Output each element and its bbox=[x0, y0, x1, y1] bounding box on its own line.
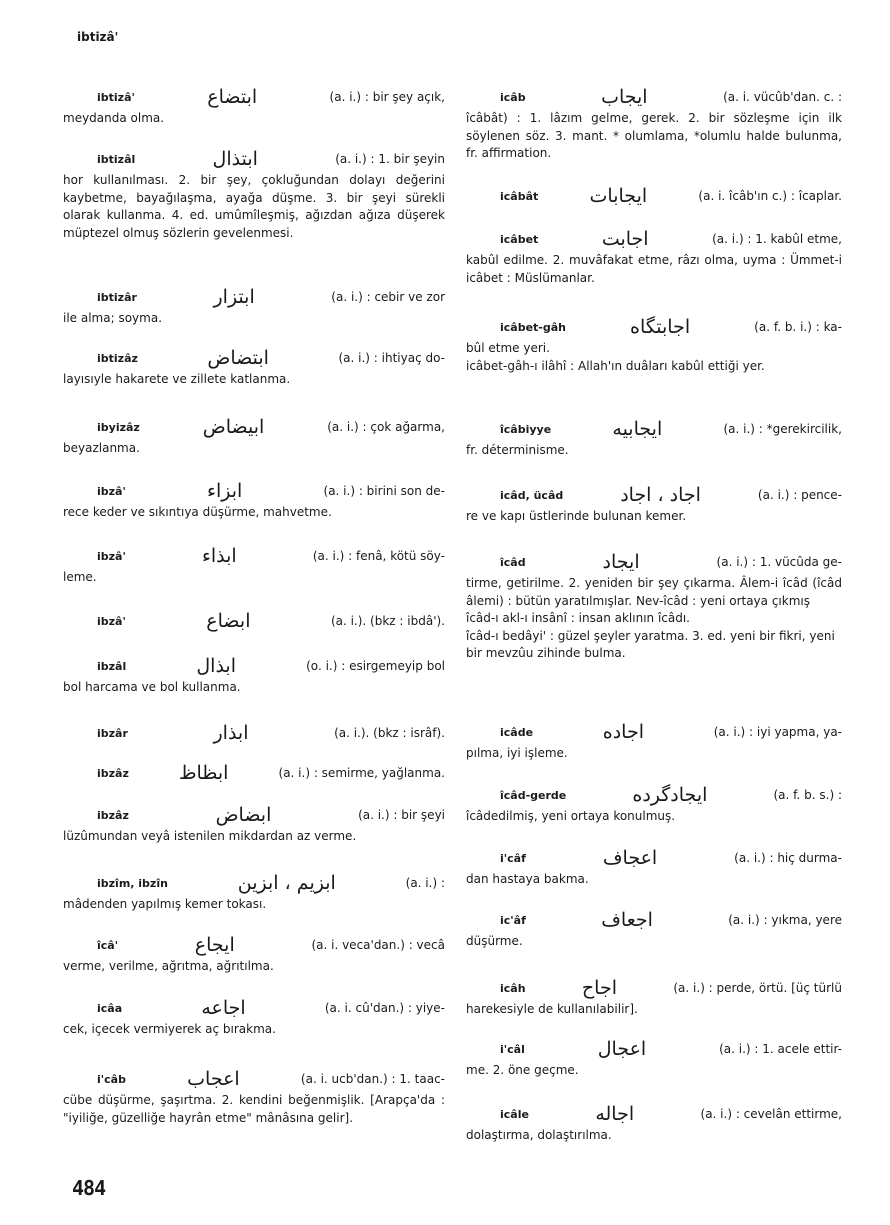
headword-line bbox=[466, 228, 842, 252]
dictionary-entry bbox=[466, 1103, 842, 1145]
dictionary-entry bbox=[466, 185, 842, 209]
running-head: ibtizâ' bbox=[77, 30, 119, 44]
arabic-script: اجعاف bbox=[601, 909, 653, 932]
definition-start: (a. i.) : pence- bbox=[757, 488, 842, 503]
arabic-script: اجاح bbox=[581, 977, 617, 1000]
headword-line bbox=[63, 347, 445, 371]
arabic-script: اجاعه bbox=[201, 997, 246, 1020]
definition-text: cübe düşürme, şaşırtma. 2. kendini beğenmişlik. [Arapça'da : "iyiliğe, güzelliğe hayrân etme" mânâsına gelir]. bbox=[63, 1093, 445, 1125]
arabic-script: ابذار bbox=[213, 722, 249, 745]
arabic-script: ابذال bbox=[196, 655, 236, 678]
dictionary-entry bbox=[466, 847, 842, 889]
arabic-script: ايجاب bbox=[601, 86, 648, 109]
arabic-script: اجابتگاه bbox=[630, 316, 691, 339]
definition-text: îcâbât) : 1. lâzım gelme, gerek. 2. bir sözleşme için ilk söylenen söz. 3. mant. * olumlama, *olumlu halde bulunma, fr. affirmation. bbox=[466, 111, 842, 160]
arabic-script: ايجابيه bbox=[612, 418, 663, 441]
definition-start: (a. i.) : iyi yapma, ya- bbox=[713, 725, 842, 740]
definition-text: me. 2. öne geçme. bbox=[466, 1063, 579, 1077]
headword: i'câb bbox=[97, 1073, 126, 1087]
definition-text: leme. bbox=[63, 570, 97, 584]
headword: ibzâ' bbox=[97, 485, 126, 499]
headword-line bbox=[466, 418, 842, 442]
headword: i'câf bbox=[500, 852, 526, 866]
dictionary-entry bbox=[63, 347, 445, 389]
dictionary-entry bbox=[466, 484, 842, 526]
definition-start: (o. i.) : esirgemeyip bol bbox=[306, 659, 445, 674]
arabic-script: اعجاب bbox=[187, 1068, 240, 1091]
headword-line bbox=[466, 784, 842, 808]
definition-start: (a. f. b. s.) : bbox=[773, 788, 842, 803]
headword: ibtizâr bbox=[97, 291, 137, 305]
dictionary-entry bbox=[466, 228, 842, 287]
dictionary-entry bbox=[63, 416, 445, 458]
headword-line bbox=[63, 934, 445, 958]
headword: ibzâz bbox=[97, 767, 129, 781]
definition-start: (a. i. îcâb'ın c.) : îcaplar. bbox=[698, 189, 842, 204]
arabic-script: اجاده bbox=[602, 721, 644, 744]
arabic-script: اجابت bbox=[601, 228, 649, 251]
headword-line bbox=[466, 551, 842, 575]
definition-text: hor kullanılması. 2. bir şey, çokluğundan dolayı değerini kaybetme, bayağılaşma, ayağa düşme. 3. bir şeyi sürekli olarak kullanma. 4. ed. umûmîleşmiş, ağızdan ağıza düşerek müptezel olmuş sözlerin gevelenmesi. bbox=[63, 173, 445, 240]
dictionary-entry bbox=[466, 1038, 842, 1080]
definition-start: (a. i.). (bkz : ibdâ'). bbox=[330, 614, 445, 629]
definition-start: (a. i.) : *gerekircilik, bbox=[723, 422, 842, 437]
headword: icâde bbox=[500, 726, 534, 740]
arabic-script: ابضاض bbox=[215, 804, 272, 827]
arabic-script: اجاله bbox=[595, 1103, 635, 1126]
dictionary-entry bbox=[63, 286, 445, 328]
dictionary-entry bbox=[466, 909, 842, 951]
definition-text: harekesiyle de kullanılabilir]. bbox=[466, 1002, 638, 1016]
dictionary-entry bbox=[63, 545, 445, 587]
definition-start: (a. i.) : cebir ve zor bbox=[331, 290, 445, 305]
headword: i'câl bbox=[500, 1043, 525, 1057]
arabic-script: ابيضاض bbox=[202, 416, 265, 439]
definition-start: (a. i. veca'dan.) : vecâ bbox=[311, 938, 445, 953]
page-number: 484 bbox=[72, 1176, 106, 1200]
headword: ic'âf bbox=[500, 914, 526, 928]
headword: ibzâr bbox=[97, 727, 128, 741]
arabic-script: ابزيم ، ابزين bbox=[237, 872, 336, 895]
definition-text: ile alma; soyma. bbox=[63, 311, 163, 325]
definition-start: (a. i.) : cevelân ettirme, bbox=[700, 1107, 842, 1122]
dictionary-entry bbox=[63, 934, 445, 976]
arabic-script: اعجال bbox=[597, 1038, 647, 1061]
headword: ibzîm, ibzîn bbox=[97, 877, 168, 891]
arabic-script: اجاد ، اجاد bbox=[620, 484, 701, 507]
arabic-script: ايجاع bbox=[194, 934, 235, 957]
definition-start: (a. i.) : 1. bir şeyin bbox=[335, 152, 445, 167]
headword-line bbox=[63, 1068, 445, 1092]
definition-text: tirme, getirilme. 2. yeniden bir şey çıkarma. Âlem-i îcâd (îcâd âlemi) : bütün yaratılmışlar. Nev-îcâd : yeni ortaya çıkmış bbox=[466, 576, 842, 608]
definition-text: rece keder ve sıkıntıya düşürme, mahvetme. bbox=[63, 505, 332, 519]
arabic-script: اعجاف bbox=[602, 847, 658, 870]
arabic-script: ابتزار bbox=[213, 286, 255, 309]
dictionary-entry bbox=[466, 418, 842, 460]
dictionary-entry bbox=[63, 804, 445, 846]
headword-line bbox=[466, 86, 842, 110]
dictionary-entry bbox=[466, 86, 842, 163]
definition-start: (a. i.) : birini son de- bbox=[323, 484, 445, 499]
headword-line bbox=[63, 610, 445, 634]
dictionary-entry bbox=[63, 655, 445, 697]
definition-start: (a. i.) : yıkma, yere bbox=[728, 913, 842, 928]
headword: ibyizâz bbox=[97, 421, 140, 435]
arabic-script: ابزاء bbox=[207, 480, 243, 503]
definition-start: (a. i. ucb'dan.) : 1. taac- bbox=[300, 1072, 445, 1087]
dictionary-entry bbox=[63, 1068, 445, 1127]
definition-text: bûl etme yeri. bbox=[466, 341, 550, 355]
headword-line bbox=[63, 762, 445, 786]
dictionary-entry bbox=[63, 610, 445, 634]
arabic-script: ايجاد bbox=[602, 551, 640, 574]
definition-start: (a. i.) : perde, örtü. [üç türlü bbox=[673, 981, 842, 996]
headword-line bbox=[466, 721, 842, 745]
headword-line bbox=[63, 655, 445, 679]
definition-start: (a. i.) : 1. vücûda ge- bbox=[716, 555, 842, 570]
headword: icâb bbox=[500, 91, 526, 105]
definition-text: mâdenden yapılmış kemer tokası. bbox=[63, 897, 267, 911]
definition-text: cek, içecek vermiyerek aç bırakma. bbox=[63, 1022, 276, 1036]
headword: îcâbiyye bbox=[500, 423, 552, 437]
headword-line bbox=[63, 545, 445, 569]
definition-text: pılma, iyi işleme. bbox=[466, 746, 568, 760]
arabic-script: ايجابات bbox=[589, 185, 648, 208]
definition-text: verme, verilme, ağrıtma, ağrıtılma. bbox=[63, 959, 274, 973]
dictionary-entry bbox=[466, 551, 842, 663]
arabic-script: ابضاع bbox=[206, 610, 251, 633]
headword-line bbox=[466, 316, 842, 340]
headword: ibzâ' bbox=[97, 550, 126, 564]
headword-line bbox=[466, 1103, 842, 1127]
definition-start: (a. i.) : bir şey açık, bbox=[329, 90, 445, 105]
headword-line bbox=[466, 977, 842, 1001]
arabic-script: ابتذال bbox=[212, 148, 258, 171]
arabic-script: ابذاء bbox=[201, 545, 237, 568]
definition-start: (a. i.) : çok ağarma, bbox=[327, 420, 445, 435]
definition-start: (a. i.) : fenâ, kötü söy- bbox=[312, 549, 445, 564]
definition-start: (a. i.) : bir şeyi bbox=[358, 808, 445, 823]
headword: ibzâ' bbox=[97, 615, 126, 629]
headword-line bbox=[63, 722, 445, 746]
dictionary-entry bbox=[466, 784, 842, 826]
definition-text: beyazlanma. bbox=[63, 441, 140, 455]
dictionary-entry bbox=[63, 722, 445, 746]
headword-line bbox=[63, 416, 445, 440]
definition-text: meydanda olma. bbox=[63, 111, 165, 125]
definition-start: (a. f. b. i.) : ka- bbox=[754, 320, 842, 335]
definition-text: kabûl edilme. 2. muvâfakat etme, râzı olma, uyma : Ümmet-i icâbet : Müslümanlar. bbox=[466, 253, 842, 285]
headword: ibzâz bbox=[97, 809, 129, 823]
definition-start: (a. i. cû'dan.) : yiye- bbox=[324, 1001, 445, 1016]
headword: îcâ' bbox=[97, 939, 119, 953]
definition-text: fr. déterminisme. bbox=[466, 443, 569, 457]
dictionary-entry bbox=[63, 86, 445, 128]
headword-line bbox=[63, 86, 445, 110]
sub-entry: îcâd-ı bedâyi' : güzel şeyler yaratma. 3. ed. yeni bir fikri, yeni bir mevzûu zihinde bulma. bbox=[466, 628, 835, 660]
headword: icâbet-gâh bbox=[500, 321, 566, 335]
definition-text: re ve kapı üstlerinde bulunan kemer. bbox=[466, 509, 687, 523]
headword: ibtizâ' bbox=[97, 91, 135, 105]
definition-text: düşürme. bbox=[466, 934, 523, 948]
definition-text: îcâdedilmiş, yeni ortaya konulmuş. bbox=[466, 809, 676, 823]
dictionary-entry bbox=[63, 762, 445, 786]
headword: icâd, ücâd bbox=[500, 489, 564, 503]
headword-line bbox=[466, 185, 842, 209]
definition-start: (a. i.). (bkz : isrâf). bbox=[334, 726, 445, 741]
headword: ibtizâl bbox=[97, 153, 136, 167]
dictionary-entry bbox=[63, 480, 445, 522]
dictionary-entry bbox=[63, 148, 445, 242]
definition-start: (a. i.) : 1. acele ettir- bbox=[719, 1042, 842, 1057]
dictionary-entry bbox=[466, 721, 842, 763]
sub-entry: îcâd-ı akl-ı insânî : insan aklının îcâdı. bbox=[466, 611, 690, 625]
definition-start: (a. i.) : hiç durma- bbox=[734, 851, 842, 866]
definition-text: bol harcama ve bol kullanma. bbox=[63, 680, 241, 694]
headword: icâh bbox=[500, 982, 526, 996]
definition-start: (a. i. vücûb'dan. c. : bbox=[723, 90, 842, 105]
headword-line bbox=[466, 909, 842, 933]
dictionary-entry bbox=[63, 997, 445, 1039]
arabic-script: ايجادگرده bbox=[632, 784, 708, 807]
arabic-script: ابتضاض bbox=[207, 347, 269, 370]
dictionary-entry bbox=[466, 977, 842, 1019]
definition-text: layısıyle hakarete ve zillete katlanma. bbox=[63, 372, 291, 386]
headword: icâle bbox=[500, 1108, 529, 1122]
definition-text: lüzûmundan veyâ istenilen mikdardan az verme. bbox=[63, 829, 357, 843]
headword-line bbox=[63, 804, 445, 828]
headword-line bbox=[63, 148, 445, 172]
headword-line bbox=[466, 484, 842, 508]
definition-text: dan hastaya bakma. bbox=[466, 872, 589, 886]
arabic-script: ابتضاع bbox=[207, 86, 258, 109]
definition-start: (a. i.) : bbox=[405, 876, 445, 891]
sub-entry: icâbet-gâh-ı ilâhî : Allah'ın duâları kabûl ettiği yer. bbox=[466, 358, 765, 373]
definition-start: (a. i.) : semirme, yağlanma. bbox=[278, 766, 445, 781]
dictionary-entry bbox=[466, 316, 842, 375]
definition-start: (a. i.) : 1. kabûl etme, bbox=[712, 232, 842, 247]
definition-text: dolaştırma, dolaştırılma. bbox=[466, 1128, 612, 1142]
headword-line bbox=[63, 872, 445, 896]
headword: icâbet bbox=[500, 233, 539, 247]
headword-line bbox=[63, 286, 445, 310]
arabic-script: ابظاظ bbox=[178, 762, 229, 785]
headword: îcâd-gerde bbox=[500, 789, 567, 803]
definition-start: (a. i.) : ihtiyaç do- bbox=[338, 351, 445, 366]
headword-line bbox=[63, 997, 445, 1021]
headword: icâbât bbox=[500, 190, 539, 204]
headword: ibtizâz bbox=[97, 352, 138, 366]
headword: îcâd bbox=[500, 556, 526, 570]
headword: icâa bbox=[97, 1002, 123, 1016]
headword-line bbox=[63, 480, 445, 504]
dictionary-entry bbox=[63, 872, 445, 914]
headword: ibzâl bbox=[97, 660, 127, 674]
headword-line bbox=[466, 1038, 842, 1062]
headword-line bbox=[466, 847, 842, 871]
